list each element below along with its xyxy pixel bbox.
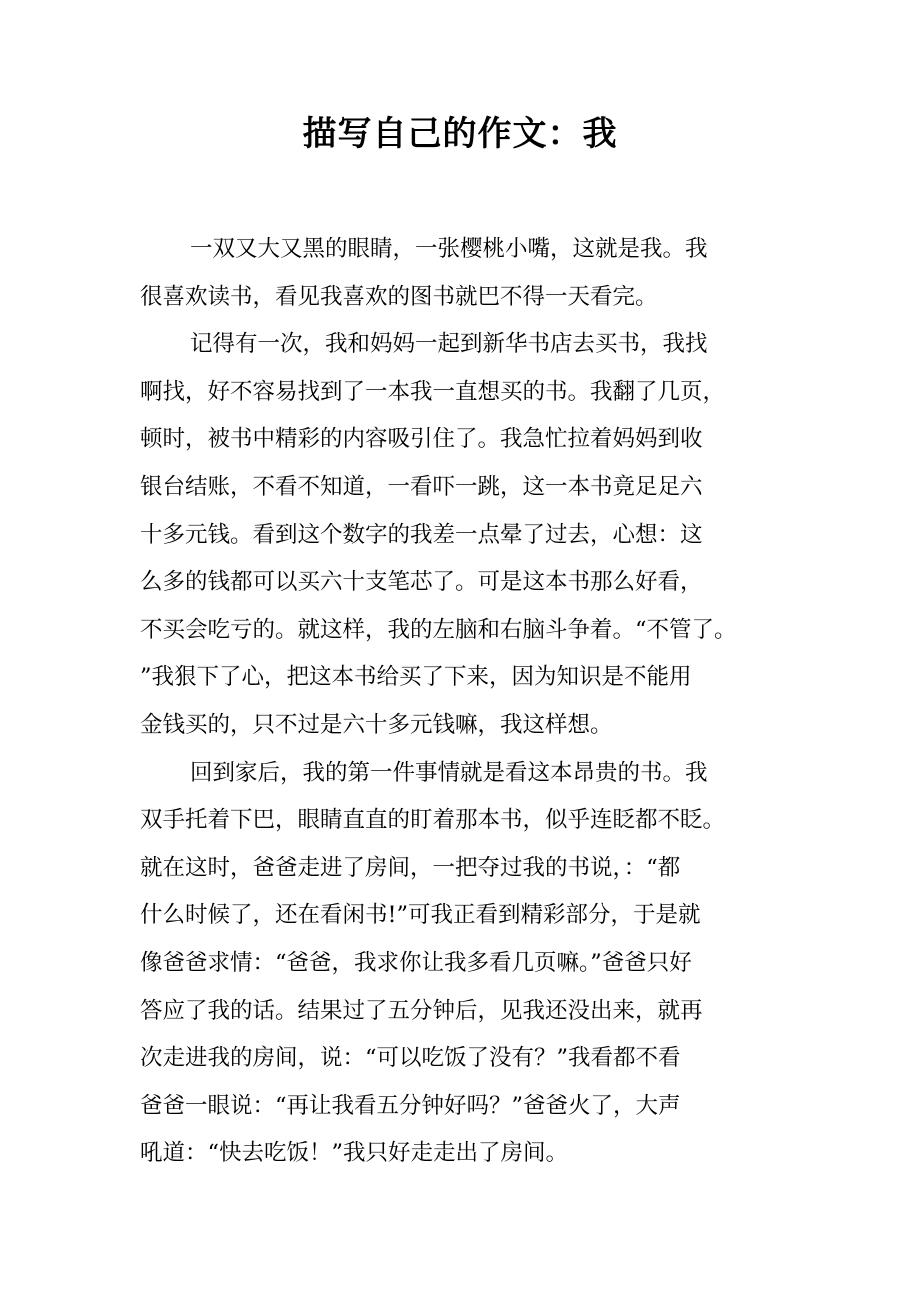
- body-line: 吼道：“快去吃饭！”我只好走走出了房间。: [140, 1140, 569, 1166]
- body-line: 双手托着下巴，眼睛直直的盯着那本书，似乎连眨都不眨。: [140, 807, 726, 833]
- body-line: 么多的钱都可以买六十支笔芯了。可是这本书那么好看，: [140, 569, 703, 595]
- body-line: 回到家后，我的第一件事情就是看这本昂贵的书。我: [190, 760, 708, 786]
- body-line: 像爸爸求情：“爸爸，我求你让我多看几页嘛。”爸爸只好: [140, 950, 692, 976]
- body-line: 银台结账，不看不知道，一看吓一跳，这一本书竟足足六: [140, 474, 703, 500]
- body-line: 爸爸一眼说：“再让我看五分钟好吗？”爸爸火了，大声: [140, 1093, 681, 1119]
- body-line: 金钱买的，只不过是六十多元钱嘛，我这样想。: [140, 712, 613, 738]
- body-line: 十多元钱。看到这个数字的我差一点晕了过去，心想：这: [140, 522, 703, 548]
- body-line: 就在这时，爸爸走进了房间，一把夺过我的书说，：“都: [140, 855, 681, 881]
- body-line: ”我狠下了心，把这本书给买了下来，因为知识是不能用: [140, 664, 692, 690]
- body-line: 不买会吃亏的。就这样，我的左脑和右脑斗争着。“不管了。: [140, 617, 737, 643]
- body-line: 顿时，被书中精彩的内容吸引住了。我急忙拉着妈妈到收: [140, 426, 703, 452]
- body-line: 什么时候了，还在看闲书!”可我正看到精彩部分，于是就: [140, 902, 701, 928]
- body-line: 记得有一次，我和妈妈一起到新华书店去买书，我找: [190, 331, 708, 357]
- document-title: 描写自己的作文：我: [302, 114, 618, 154]
- body-line: 一双又大又黑的眼睛，一张樱桃小嘴，这就是我。我: [190, 236, 708, 262]
- body-line: 次走进我的房间，说：“可以吃饭了没有？”我看都不看: [140, 1045, 681, 1071]
- body-line: 啊找，好不容易找到了一本我一直想买的书。我翻了几页，: [140, 379, 726, 405]
- body-line: 很喜欢读书，看见我喜欢的图书就巴不得一天看完。: [140, 284, 658, 310]
- body-line: 答应了我的话。结果过了五分钟后，见我还没出来，就再: [140, 998, 703, 1024]
